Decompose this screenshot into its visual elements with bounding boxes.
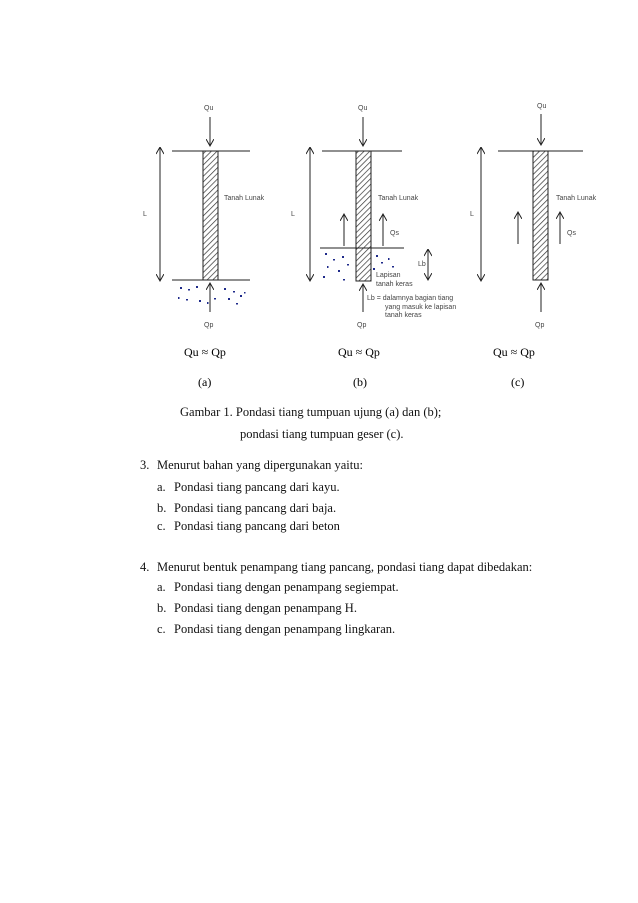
- panel-c-qu-label: Qu: [537, 103, 547, 110]
- list-item-letter: b.: [157, 501, 167, 515]
- figure-caption-line-2: pondasi tiang tumpuan geser (c).: [240, 427, 404, 441]
- pile-foundation-figure: [0, 0, 638, 400]
- list-item-text: Pondasi tiang pancang dari baja.: [174, 501, 337, 515]
- list-item-text: Pondasi tiang dengan penampang lingkaran.: [174, 622, 396, 636]
- section-heading-text: Menurut bahan yang dipergunakan yaitu:: [157, 458, 363, 472]
- panel-a-equation: Qu ≈ Qp: [184, 345, 226, 359]
- figure-caption-line-1: Gambar 1. Pondasi tiang tumpuan ujung (a) dan (b);: [180, 405, 442, 419]
- list-item: [157, 601, 357, 616]
- list-item: [157, 480, 340, 495]
- panel-c-qp-label: Qp: [535, 322, 545, 329]
- panel-c-soft-soil-label: Tanah Lunak: [556, 195, 597, 202]
- panel-b-equation: Qu ≈ Qp: [338, 345, 380, 359]
- panel-b-hard-layer-label-1: Lapisan: [376, 272, 401, 279]
- list-item-text: Pondasi tiang dengan penampang segiempat.: [174, 580, 399, 594]
- panel-a-tag: (a): [198, 375, 212, 389]
- panel-b: [291, 105, 456, 389]
- section-heading-text: Menurut bentuk penampang tiang pancang, pondasi tiang dapat dibedakan:: [157, 560, 533, 574]
- section-number: 3.: [140, 458, 150, 472]
- list-item-letter: a.: [157, 580, 166, 594]
- list-item-text: Pondasi tiang dengan penampang H.: [174, 601, 357, 615]
- list-item: [157, 501, 336, 516]
- panel-b-lb-label: Lb: [418, 261, 426, 268]
- list-item-letter: b.: [157, 601, 167, 615]
- panel-b-note-line-1: Lb = dalamnya bagian tiang: [367, 295, 454, 302]
- section-3-heading: [140, 458, 363, 473]
- panel-a-qu-label: Qu: [204, 105, 214, 112]
- panel-c-length-label: L: [470, 211, 474, 218]
- panel-b-pile: [356, 151, 371, 281]
- list-item: [157, 622, 395, 637]
- panel-b-tag: (b): [353, 375, 367, 389]
- panel-a: [143, 105, 265, 389]
- panel-b-note-line-3: tanah keras: [385, 312, 422, 319]
- panel-c-pile: [533, 151, 548, 280]
- list-item: [157, 519, 340, 534]
- panel-b-hard-layer-label-2: tanah keras: [376, 281, 413, 288]
- list-item-text: Pondasi tiang pancang dari beton: [174, 519, 340, 533]
- section-number: 4.: [140, 560, 150, 574]
- panel-a-soft-soil-label: Tanah Lunak: [224, 195, 265, 202]
- panel-a-pile: [203, 151, 218, 280]
- panel-c: [470, 103, 597, 389]
- section-4-heading: [140, 560, 532, 575]
- panel-b-qp-label: Qp: [357, 322, 367, 329]
- list-item-letter: c.: [157, 622, 166, 636]
- list-item-letter: c.: [157, 519, 166, 533]
- panel-a-hard-soil-dots: [178, 286, 246, 305]
- list-item-letter: a.: [157, 480, 166, 494]
- panel-c-tag: (c): [511, 375, 525, 389]
- list-item: [157, 580, 399, 595]
- panel-b-qs-label: Qs: [390, 230, 399, 237]
- panel-b-note-line-2: yang masuk ke lapisan: [385, 304, 457, 311]
- panel-a-length-label: L: [143, 211, 147, 218]
- panel-a-qp-label: Qp: [204, 322, 214, 329]
- list-item-text: Pondasi tiang pancang dari kayu.: [174, 480, 340, 494]
- panel-b-soft-soil-label: Tanah Lunak: [378, 195, 419, 202]
- panel-b-length-label: L: [291, 211, 295, 218]
- panel-b-qu-label: Qu: [358, 105, 368, 112]
- panel-c-qs-label: Qs: [567, 230, 576, 237]
- panel-c-equation: Qu ≈ Qp: [493, 345, 535, 359]
